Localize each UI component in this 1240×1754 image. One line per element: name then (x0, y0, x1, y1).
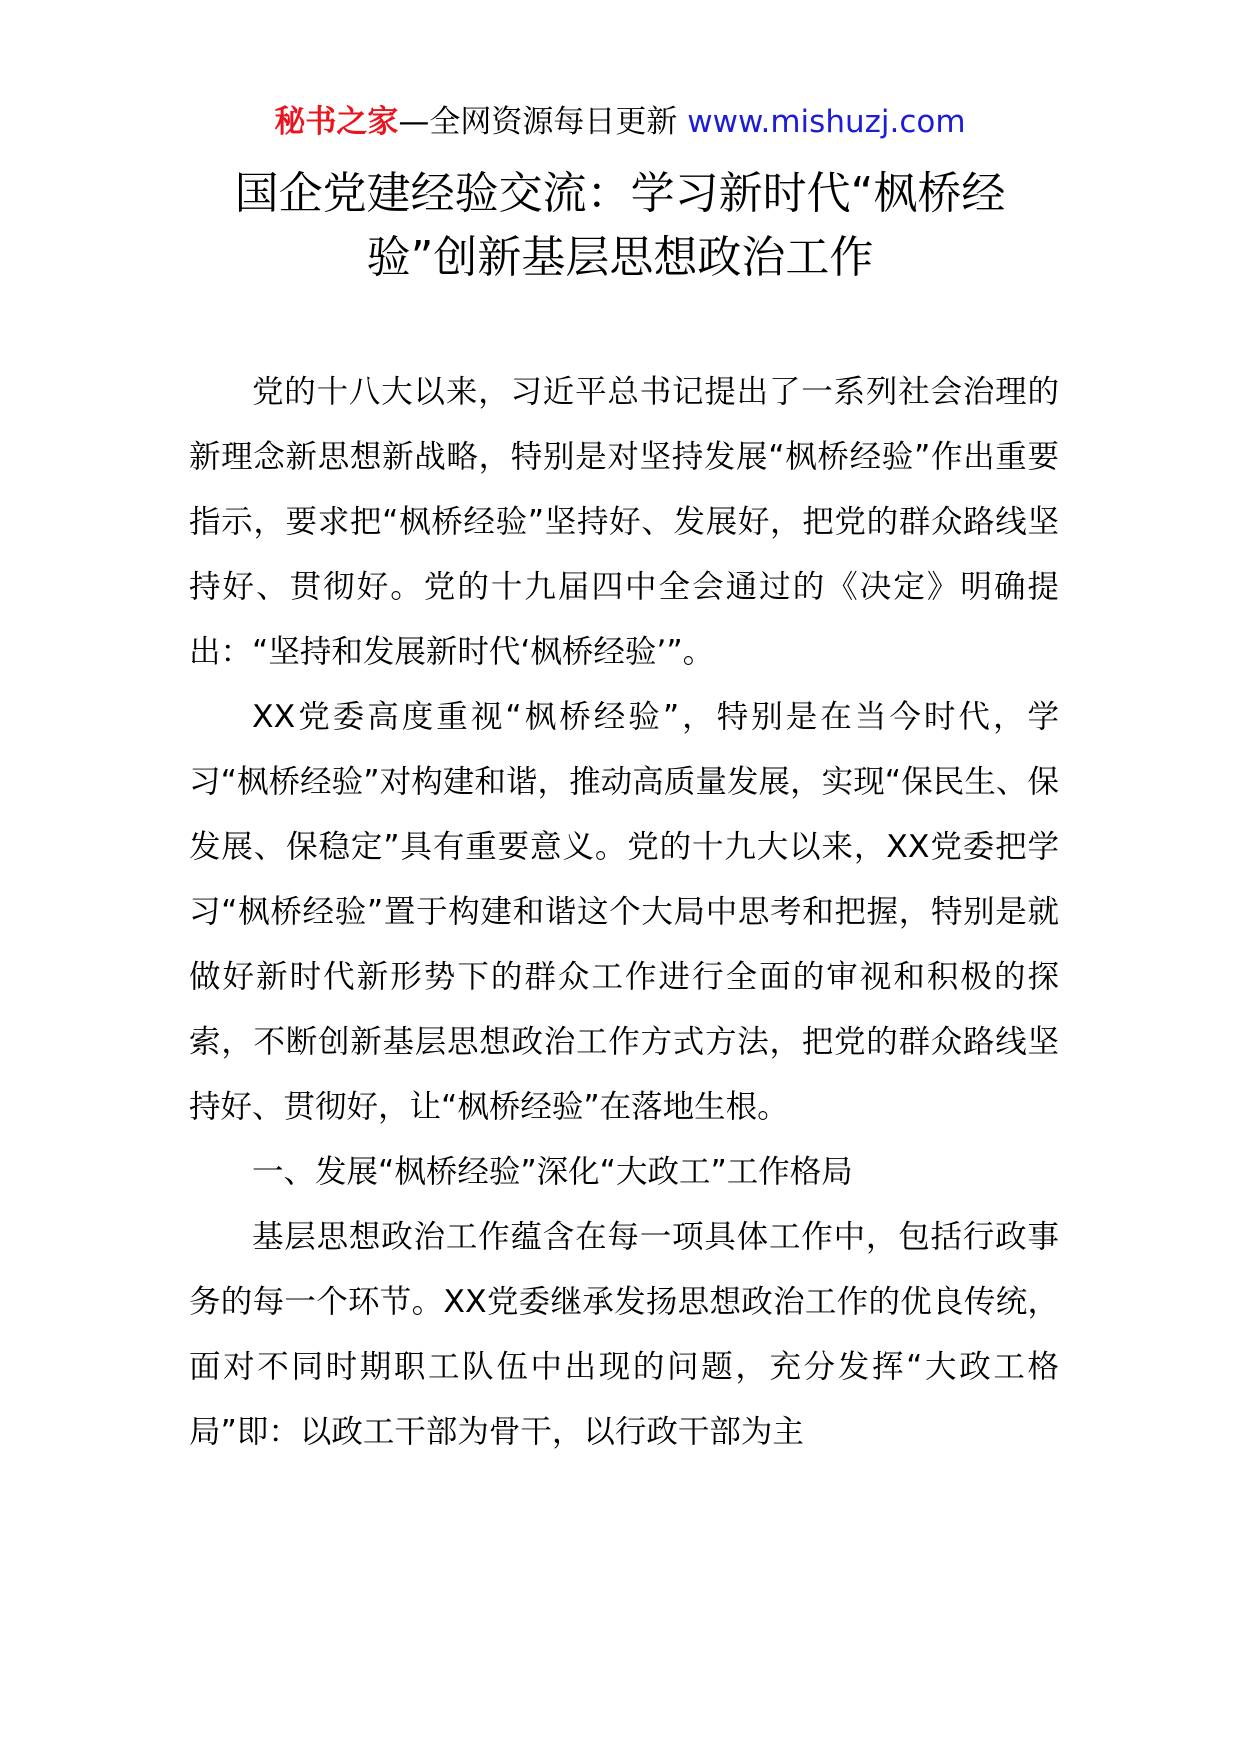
site-slogan: —全网资源每日更新 (398, 104, 678, 140)
section-heading-1: 一、发展“枫桥经验”深化“大政工”工作格局 (252, 1154, 853, 1190)
document-title-line-2: 验”创新基层思想政治工作 (366, 232, 874, 283)
body-paragraph-1: 党的十八大以来，习近平总书记提出了一系列社会治理的新理念新思想新战略，特别是对坚持发展“枫桥经验”作出重要指示，要求把“枫桥经验”坚持好、发展好，把党的群众路线坚持好、贯彻好。党的十九届四中全会通过的《决定》明确提出：“坚持和发展新时代‘枫桥经验’”。 (189, 374, 1059, 670)
document-body (189, 360, 1059, 1465)
site-header-banner (0, 100, 1240, 144)
document-title-line-1: 国企党建经验交流：学习新时代“枫桥经 (234, 168, 1006, 219)
document-title (150, 162, 1090, 290)
site-brand-name: 秘书之家 (274, 104, 399, 140)
section-1-paragraph: 基层思想政治工作蕴含在每一项具体工作中，包括行政事务的每一个环节。XX党委继承发扬思想政治工作的优良传统，面对不同时期职工队伍中出现的问题，充分发挥“大政工格局”即：以政工干部为骨干，以行政干部为主 (189, 1219, 1059, 1450)
site-url-link[interactable]: www.mishuzj.com (687, 104, 966, 140)
body-paragraph-2: XX党委高度重视“枫桥经验”，特别是在当今时代，学习“枫桥经验”对构建和谐，推动高质量发展，实现“保民生、保发展、保稳定”具有重要意义。党的十九大以来，XX党委把学习“枫桥经验”置于构建和谐这个大局中思考和把握，特别是就做好新时代新形势下的群众工作进行全面的审视和积极的探索，不断创新基层思想政治工作方式方法，把党的群众路线坚持好、贯彻好，让“枫桥经验”在落地生根。 (189, 699, 1059, 1125)
